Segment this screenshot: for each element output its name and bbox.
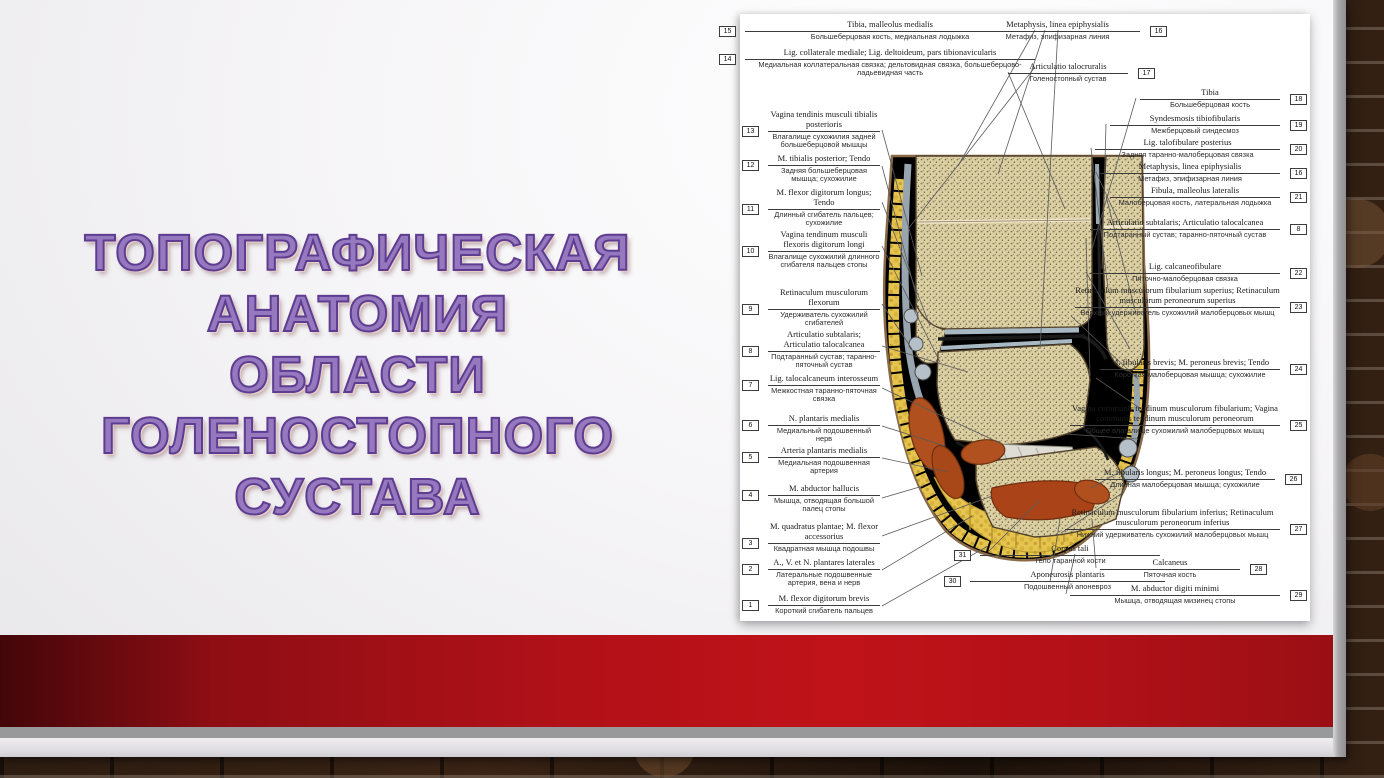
flexor-digitorum-tendon-section: [909, 337, 923, 351]
diagram-label-4: [748, 483, 880, 514]
label-russian-text: Метафиз, эпифизарная линия: [1138, 173, 1242, 183]
diagram-label-18: [1140, 87, 1303, 109]
flexor-hallucis-tendon-section: [915, 364, 931, 380]
label-number-box: 31: [954, 550, 971, 561]
label-number-box: 4: [742, 490, 759, 501]
label-number-box: 7: [742, 380, 759, 391]
diagram-label-22: [1090, 261, 1303, 283]
title-line-1: ТОПОГРАФИЧЕСКАЯ: [84, 224, 631, 281]
label-russian-text: Влагалище сухожилий длинного сгибателя пальцев стопы: [768, 251, 880, 270]
label-russian-text: Задняя большеберцовая мышца; сухожилие: [781, 165, 867, 184]
label-number-box: 25: [1290, 420, 1307, 431]
diagram-label-19: [1110, 113, 1303, 135]
label-number-box: 30: [944, 576, 961, 587]
label-number-box: 10: [742, 246, 759, 257]
label-russian-text: Мышца, отводящая мизинец стопы: [1114, 595, 1236, 605]
label-russian-text: Удерживатель сухожилий сгибателей: [780, 309, 868, 328]
label-number-box: 5: [742, 452, 759, 463]
label-russian-text: Задняя таранно-малоберцовая связка: [1121, 149, 1254, 159]
label-number-box: 8: [1290, 224, 1307, 235]
label-latin-text: A., V. et N. plantares laterales: [768, 558, 880, 570]
diagram-label-26: [1095, 467, 1298, 489]
label-latin-text: Fibula, malleolus lateralis: [1110, 186, 1280, 198]
label-number-box: 21: [1290, 192, 1307, 203]
title-line-2: АНАТОМИЯ: [206, 285, 509, 342]
diagram-label-24: [1100, 357, 1303, 379]
label-russian-text: Подтаранный сустав; таранно-пяточный сустав: [1103, 229, 1267, 239]
tibia-bone: [916, 156, 1092, 329]
title-line-4: ГОЛЕНОСТОПНОГО: [100, 407, 615, 464]
diagram-label-3: [748, 521, 880, 553]
diagram-label-21: [1110, 185, 1303, 207]
label-number-box: 28: [1250, 564, 1267, 575]
tibia-cartilage: [945, 330, 1079, 332]
label-russian-text: Мышца, отводящая большой палец стопы: [773, 495, 875, 514]
label-russian-text: Пяточная кость: [1143, 569, 1197, 579]
label-latin-text: Retinaculum musculorum fibularium inferius; Retinaculum musculorum peroneorum inferius: [1065, 508, 1280, 530]
light-strip: [0, 738, 1346, 757]
label-number-box: 13: [742, 126, 759, 137]
diagram-label-8: [748, 329, 880, 370]
gray-strip: [0, 727, 1346, 738]
tibialis-posterior-tendon-section: [904, 309, 918, 323]
label-latin-text: Articulatio talocruralis: [1008, 62, 1128, 74]
diagram-label-6: [748, 413, 880, 444]
slide-title: [0, 222, 715, 527]
label-number-box: 22: [1290, 268, 1307, 279]
label-number-box: 24: [1290, 364, 1307, 375]
label-russian-text: Медиальная коллатеральная связка; дельтовидная связка, большеберцово-ладьевидная часть: [758, 59, 1022, 78]
label-russian-text: Тело таранной кости: [1034, 555, 1106, 565]
label-latin-text: N. plantaris medialis: [768, 414, 880, 426]
leader-line: [882, 516, 972, 570]
label-latin-text: Lig. talofibulare posterius: [1095, 138, 1280, 150]
label-russian-text: Длинная малоберцовая мышца; сухожилие: [1110, 479, 1260, 489]
label-number-box: 9: [742, 304, 759, 315]
diagram-label-12: [746, 153, 880, 184]
label-number-box: 2: [742, 564, 759, 575]
label-latin-text: Syndesmosis tibiofibularis: [1110, 114, 1280, 126]
label-number-box: 16: [1150, 26, 1167, 37]
label-latin-text: Lig. talocalcaneum interosseum: [768, 374, 880, 386]
label-russian-text: Нижний удерживатель сухожилий малоберцовых мышц: [1076, 529, 1269, 539]
label-russian-text: Латеральные подошвенные артерия, вена и нерв: [776, 569, 872, 588]
diagram-label-5: [748, 445, 880, 476]
label-latin-text: Tibia: [1140, 88, 1280, 100]
diagram-label-25: [1070, 403, 1303, 435]
label-latin-text: Calcaneus: [1100, 558, 1240, 570]
label-russian-text: Голеностопный сустав: [1029, 73, 1107, 83]
label-number-box: 12: [742, 160, 759, 171]
label-latin-text: Corpus tali: [980, 544, 1160, 556]
label-latin-text: Vagina communis tendinum musculorum fibularium; Vagina communis tendinum musculorum peroneorum: [1070, 404, 1280, 426]
label-latin-text: M. abductor hallucis: [768, 484, 880, 496]
label-latin-text: M. flexor digitorum brevis: [768, 594, 880, 606]
label-russian-text: Малоберцовая кость, латеральная лодыжка: [1118, 197, 1272, 207]
diagram-label-11: [746, 187, 880, 228]
label-latin-text: M. tibialis posterior; Tendo: [768, 154, 880, 166]
label-number-box: 1: [742, 600, 759, 611]
label-russian-text: Медиальный подошвенный нерв: [776, 425, 872, 444]
label-number-box: 27: [1290, 524, 1307, 535]
label-russian-text: Большеберцовая кость: [1170, 99, 1250, 109]
diagram-label-16: [1100, 161, 1303, 183]
diagram-label-13: [746, 109, 880, 150]
diagram-label-27: [1065, 507, 1303, 539]
label-latin-text: Metaphysis, linea epiphysialis: [975, 20, 1140, 32]
label-latin-text: Vagina tendinum musculi flexoris digitorum longi: [768, 230, 880, 252]
label-number-box: 6: [742, 420, 759, 431]
label-number-box: 3: [742, 538, 759, 549]
diagram-label-10: [746, 229, 880, 270]
label-latin-text: Retinaculum musculorum flexorum: [768, 288, 880, 310]
label-number-box: 20: [1290, 144, 1307, 155]
diagram-label-30: [948, 569, 1165, 591]
slide-right-edge-shadow: [1333, 0, 1346, 757]
label-latin-text: Lig. calcaneofibulare: [1090, 262, 1280, 274]
label-russian-text: Межкостная таранно-пяточная связка: [771, 385, 877, 404]
label-russian-text: Метафиз, эпифизарная линия: [1005, 31, 1110, 41]
peroneus-brevis-tendon-section: [1119, 439, 1137, 457]
label-latin-text: M. flexor digitorum longus; Tendo: [768, 188, 880, 210]
diagram-label-20: [1095, 137, 1303, 159]
label-latin-text: Retinaculum musculorum fibularium superius; Retinaculum musculorum peroneorum superius: [1075, 286, 1280, 308]
label-latin-text: Arteria plantaris medialis: [768, 446, 880, 458]
label-number-box: 29: [1290, 590, 1307, 601]
talus-bone: [937, 344, 1090, 445]
label-number-box: 11: [742, 204, 759, 215]
label-russian-text: Короткая малоберцовая мышца; сухожилие: [1114, 369, 1266, 379]
label-latin-text: Aponeurosis plantaris: [970, 570, 1165, 582]
diagram-label-31: [958, 543, 1160, 565]
diagram-label-23: [1075, 285, 1303, 317]
title-line-5: СУСТАВА: [234, 468, 481, 525]
diagram-label-1: [748, 593, 880, 615]
label-latin-text: Vagina tendinis musculi tibialis posterioris: [768, 110, 880, 132]
diagram-label-17: [1008, 61, 1151, 83]
diagram-label-7: [748, 373, 880, 404]
label-russian-text: Подошвенный апоневроз: [1023, 581, 1112, 591]
title-line-3: ОБЛАСТИ: [229, 346, 486, 403]
leader-line: [882, 486, 923, 498]
diagram-label-9: [748, 287, 880, 328]
label-number-box: 16: [1290, 168, 1307, 179]
label-russian-text: Межберцовый синдесмоз: [1151, 125, 1239, 135]
label-number-box: 19: [1290, 120, 1307, 131]
label-latin-text: M. fibularis longus; M. peroneus longus; Tendo: [1095, 468, 1275, 480]
label-latin-text: Articulatio subtalaris; Articulatio talocalcanea: [768, 330, 880, 352]
label-number-box: 17: [1138, 68, 1155, 79]
label-russian-text: Короткий сгибатель пальцев: [775, 605, 873, 615]
diagram-label-8: [1090, 217, 1301, 239]
label-russian-text: Пяточно-малоберцовая связка: [1132, 273, 1238, 283]
label-russian-text: Влагалище сухожилия задней большеберцовой мышцы: [772, 131, 876, 150]
label-latin-text: Lig. collaterale mediale; Lig. deltoideum, pars tibionavicularis: [745, 48, 1035, 60]
red-accent-band: [0, 635, 1334, 727]
syndesmosis-cartilage: [1097, 164, 1098, 224]
label-latin-text: M. fibularis brevis; M. peroneus brevis; Tendo: [1100, 358, 1280, 370]
label-latin-text: M. quadratus plantae; M. flexor accessorius: [768, 522, 880, 544]
label-russian-text: Длинный сгибатель пальцев; сухожилие: [774, 209, 874, 228]
label-number-box: 15: [719, 26, 736, 37]
label-latin-text: Articulatio subtalaris; Articulatio talocalcanea: [1090, 218, 1280, 230]
label-number-box: 23: [1290, 302, 1307, 313]
label-russian-text: Подтаранный сустав; таранно-пяточный сустав: [771, 351, 877, 370]
diagram-label-14: [723, 47, 1035, 78]
diagram-label-2: [748, 557, 880, 588]
label-number-box: 26: [1285, 474, 1302, 485]
label-russian-text: Квадратная мышца подошвы: [773, 543, 875, 553]
label-number-box: 14: [719, 54, 736, 65]
label-russian-text: Общее влагалище сухожилий малоберцовых мышц: [1085, 425, 1265, 435]
label-latin-text: Metaphysis, linea epiphysialis: [1100, 162, 1280, 174]
label-latin-text: M. abductor digiti minimi: [1070, 584, 1280, 596]
label-latin-text: Tibia, malleolus medialis: [745, 20, 1035, 32]
label-number-box: 18: [1290, 94, 1307, 105]
label-russian-text: Большеберцовая кость, медиальная лодыжка: [810, 31, 970, 41]
label-russian-text: Верхний удерживатель сухожилий малоберцовых мышц: [1080, 307, 1275, 317]
anatomy-figure-panel: [723, 14, 1310, 621]
label-number-box: 8: [742, 346, 759, 357]
diagram-label-16: [975, 19, 1163, 41]
label-russian-text: Медиальная подошвенная артерия: [778, 457, 870, 476]
